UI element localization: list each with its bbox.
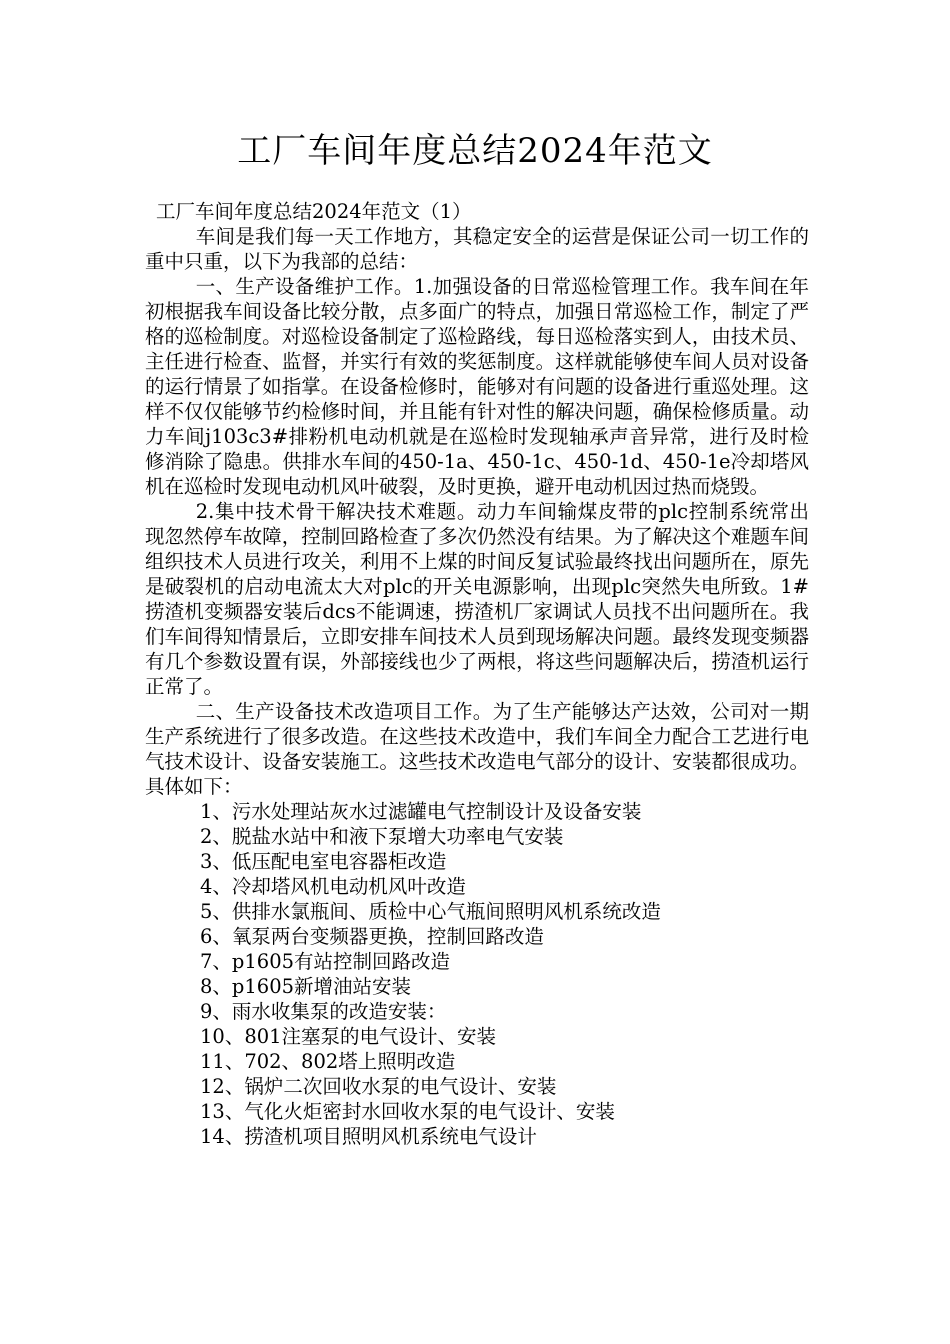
list-item: 5、供排水氯瓶间、质检中心气瓶间照明风机系统改造 — [200, 900, 661, 923]
paragraph-intro: 车间是我们每一天工作地方，其稳定安全的运营是保证公司一切工作的重中只重，以下为我部的总结： — [145, 225, 809, 273]
list-item: 1、污水处理站灰水过滤罐电气控制设计及设备安装 — [200, 800, 642, 823]
paragraph-equipment-maintenance: 一、生产设备维护工作。1.加强设备的日常巡检管理工作。我车间在年初根据我车间设备比较分散，点多面广的特点，加强日常巡检工作，制定了严格的巡检制度。对巡检设备制定了巡检路线，每日巡检落实到人，由技术员、主任进行检查、监督，并实行有效的奖惩制度。这样就能够使车间人员对设备的运行情景了如指掌。在设备检修时，能够对有问题的设备进行重巡处理。这样不仅仅能够节约检修时间，并且能有针对性的解决问题，确保检修质量。动力车间j103c3#排粉机电动机就是在巡检时发现轴承声音异常，进行及时检修消除了隐患。供排水车间的450-1a、450-1c、450-1d、450-1e冷却塔风机在巡检时发现电动机风叶破裂，及时更换，避开电动机因过热而烧毁。 — [145, 275, 809, 498]
paragraph-technical-renovation: 二、生产设备技术改造项目工作。为了生产能够达产达效，公司对一期生产系统进行了很多改造。在这些技术改造中，我们车间全力配合工艺进行电气技术设计、设备安装施工。这些技术改造电气部分的设计、安装都很成功。具体如下： — [145, 700, 809, 798]
section-subtitle: 工厂车间年度总结2024年范文（1） — [156, 200, 472, 223]
list-item: 9、雨水收集泵的改造安装： — [200, 1000, 447, 1023]
list-item: 12、锅炉二次回收水泵的电气设计、安装 — [200, 1075, 557, 1098]
list-item: 6、氧泵两台变频器更换，控制回路改造 — [200, 925, 544, 948]
paragraph-technical-problems: 2.集中技术骨干解决技术难题。动力车间输煤皮带的plc控制系统常出现忽然停车故障，控制回路检查了多次仍然没有结果。为了解决这个难题车间组织技术人员进行攻关，利用不上煤的时间反复试验最终找出问题所在，原先是破裂机的启动电流太大对plc的开关电源影响，出现plc突然失电所致。1#捞渣机变频器安装后dcs不能调速，捞渣机厂家调试人员找不出问题所在。我们车间得知情景后，立即安排车间技术人员到现场解决问题。最终发现变频器有几个参数设置有误，外部接线也少了两根，将这些问题解决后，捞渣机运行正常了。 — [145, 500, 809, 698]
list-item: 11、702、802塔上照明改造 — [200, 1050, 456, 1073]
list-item: 7、p1605有站控制回路改造 — [200, 950, 451, 973]
list-item: 8、p1605新增油站安装 — [200, 975, 412, 998]
list-item: 3、低压配电室电容器柜改造 — [200, 850, 447, 873]
list-item: 10、801注塞泵的电气设计、安装 — [200, 1025, 497, 1048]
list-item: 4、冷却塔风机电动机风叶改造 — [200, 875, 466, 898]
document-title: 工厂车间年度总结2024年范文 — [237, 131, 713, 171]
renovation-list — [145, 799, 809, 1149]
list-item: 2、脱盐水站中和液下泵增大功率电气安装 — [200, 825, 564, 848]
list-item: 13、气化火炬密封水回收水泵的电气设计、安装 — [200, 1100, 615, 1123]
document-body — [145, 199, 809, 1149]
list-item: 14、捞渣机项目照明风机系统电气设计 — [200, 1125, 537, 1148]
